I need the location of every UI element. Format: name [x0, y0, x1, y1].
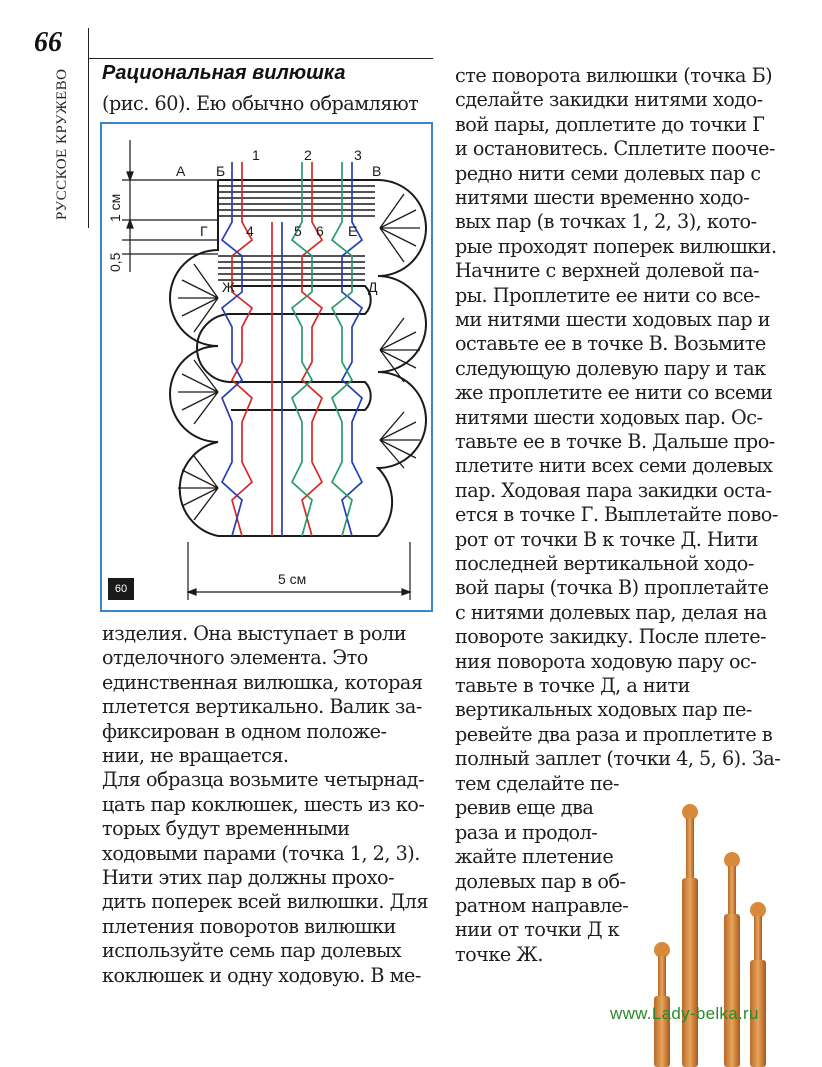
text-line: Начните с верхней долевой па- — [455, 259, 760, 283]
point-label-5: 5 — [294, 223, 302, 239]
lace-diagram — [100, 122, 433, 612]
dim-label-half: 0,5 — [107, 252, 123, 272]
dim-label-height: 1 см — [107, 193, 123, 222]
text-line: плетения поворотов вилюшки — [102, 914, 396, 938]
text-line: сделайте закидки нитями ходо- — [455, 88, 763, 112]
text-line: тавьте ее в точке В. Дальше про- — [455, 430, 775, 453]
point-label-4: 4 — [246, 223, 254, 239]
text-line: нии от точки Д к — [455, 918, 620, 942]
thread-blue-3 — [342, 162, 362, 536]
text-line: раза и продол- — [455, 820, 598, 844]
thread-blue-1 — [222, 162, 242, 536]
text-line: ры. Проплетите ее нити со все- — [455, 283, 760, 307]
text-line: вой пары (точка В) проплетайте — [455, 576, 769, 600]
text-line: ревейте два раза и проплетите в — [455, 722, 773, 746]
text-line: вой пары, доплетите до точки Г — [455, 112, 765, 136]
text-line: ратном направле- — [455, 894, 629, 917]
text-line: отделочного элемента. Это — [102, 646, 368, 670]
point-label-a: А — [176, 163, 186, 179]
text-line: рот от точки В к точке Д. Нити — [455, 527, 758, 551]
text-line: повороте закидку. После плете- — [455, 625, 767, 649]
text-line: единственная вилюшка, которая — [102, 670, 423, 694]
point-label-3: 3 — [354, 147, 362, 163]
text-line: жайте плетение — [455, 845, 614, 869]
text-line: рые проходят поперек вилюшки. — [455, 234, 777, 258]
text-line: редно нити семи долевых пар с — [455, 161, 761, 185]
text-line: ется в точке Г. Выплетайте пово- — [455, 503, 778, 527]
point-label-g: Г — [200, 223, 208, 239]
point-label-b: Б — [216, 163, 226, 179]
bobbin-1 — [682, 804, 698, 1067]
text-line: пар. Ходовая пара закидки оста- — [455, 478, 772, 502]
dim-label-width: 5 см — [278, 571, 307, 587]
text-line: цать пар коклюшек, шесть из ко- — [102, 792, 425, 816]
thread-green-2 — [292, 162, 312, 536]
text-line: долевых пар в об- — [455, 869, 626, 893]
text-line: Нити этих пар должны прохо- — [102, 866, 395, 889]
text-line: нитями шести ходовых пар. Ос- — [455, 405, 763, 429]
text-line: ревив еще два — [455, 796, 594, 820]
point-label-1: 1 — [252, 147, 260, 163]
braid-outline-left — [170, 180, 218, 536]
text-line: коклюшек и одну ходовую. В ме- — [102, 963, 421, 987]
bobbin-2 — [724, 852, 740, 1067]
text-line: торых будут временными — [102, 817, 350, 841]
text-line: и остановитесь. Сплетите пооче- — [455, 137, 775, 161]
text-line: следующую долевую пару и так — [455, 356, 766, 380]
text-line: используйте семь пар долевых — [102, 939, 402, 963]
text-line: ния поворота ходовую пару ос- — [455, 649, 757, 673]
text-line: тем сделайте пе- — [455, 772, 620, 795]
text-line: плетите нити всех семи долевых — [455, 454, 773, 478]
text-line: изделия. Она выступает в роли — [102, 622, 406, 645]
website-watermark: www.Lady-belka.ru — [610, 1004, 759, 1023]
text-line: ходовыми парами (точка 1, 2, 3). — [102, 841, 420, 865]
bobbins-illustration — [630, 790, 780, 1067]
thread-red-2 — [302, 162, 322, 536]
point-label-6: 6 — [316, 223, 324, 239]
text-line: вертикальных ходовых пар пе- — [455, 698, 752, 722]
text-line: ми нитями шести ходовых пар и — [455, 308, 770, 331]
point-label-2: 2 — [304, 147, 312, 163]
page-number: 66 — [34, 27, 62, 58]
thread-red-1 — [232, 162, 252, 536]
point-label-v: В — [372, 163, 382, 179]
article-heading: Рациональная вилюшка — [102, 62, 346, 84]
text-line: последней вертикальной ходо- — [455, 552, 754, 575]
text-line: тавьте в точке Д, а нити — [455, 674, 690, 697]
section-label: РУССКОЕ КРУЖЕВО — [54, 68, 70, 220]
text-line: с нитями долевых пар, делая на — [455, 600, 767, 624]
text-line: сте поворота вилюшки (точка Б) — [455, 64, 773, 87]
text-line: же проплетите ее нити со всеми — [455, 381, 773, 405]
text-line: вых пар (в точках 1, 2, 3), кото- — [455, 210, 757, 234]
text-line: плетется вертикально. Валик за- — [102, 695, 422, 719]
point-label-zh: Ж — [222, 279, 235, 295]
point-label-e: Е — [348, 223, 358, 239]
bobbin-3 — [750, 902, 766, 1067]
text-line: нитями шести временно ходо- — [455, 186, 750, 209]
header-horizontal-rule — [88, 58, 433, 59]
text-line: точке Ж. — [455, 942, 543, 966]
point-label-d: Д — [368, 279, 378, 295]
text-line: полный заплет (точки 4, 5, 6). За- — [455, 747, 781, 771]
text-line: дить поперек всей вилюшки. Для — [102, 890, 428, 914]
figure-number-badge: 60 — [108, 578, 134, 600]
thread-green-3 — [332, 162, 352, 536]
text-line: оставьте ее в точке В. Возьмите — [455, 332, 766, 356]
text-line: фиксирован в одном положе- — [102, 719, 387, 743]
text-line: (рис. 60). Ею обычно обрамляют — [102, 92, 419, 115]
braid-inner-arcs — [197, 286, 371, 410]
text-line: Для образца возьмите четырнад- — [102, 768, 424, 792]
text-line: нии, не вращается. — [102, 744, 289, 767]
